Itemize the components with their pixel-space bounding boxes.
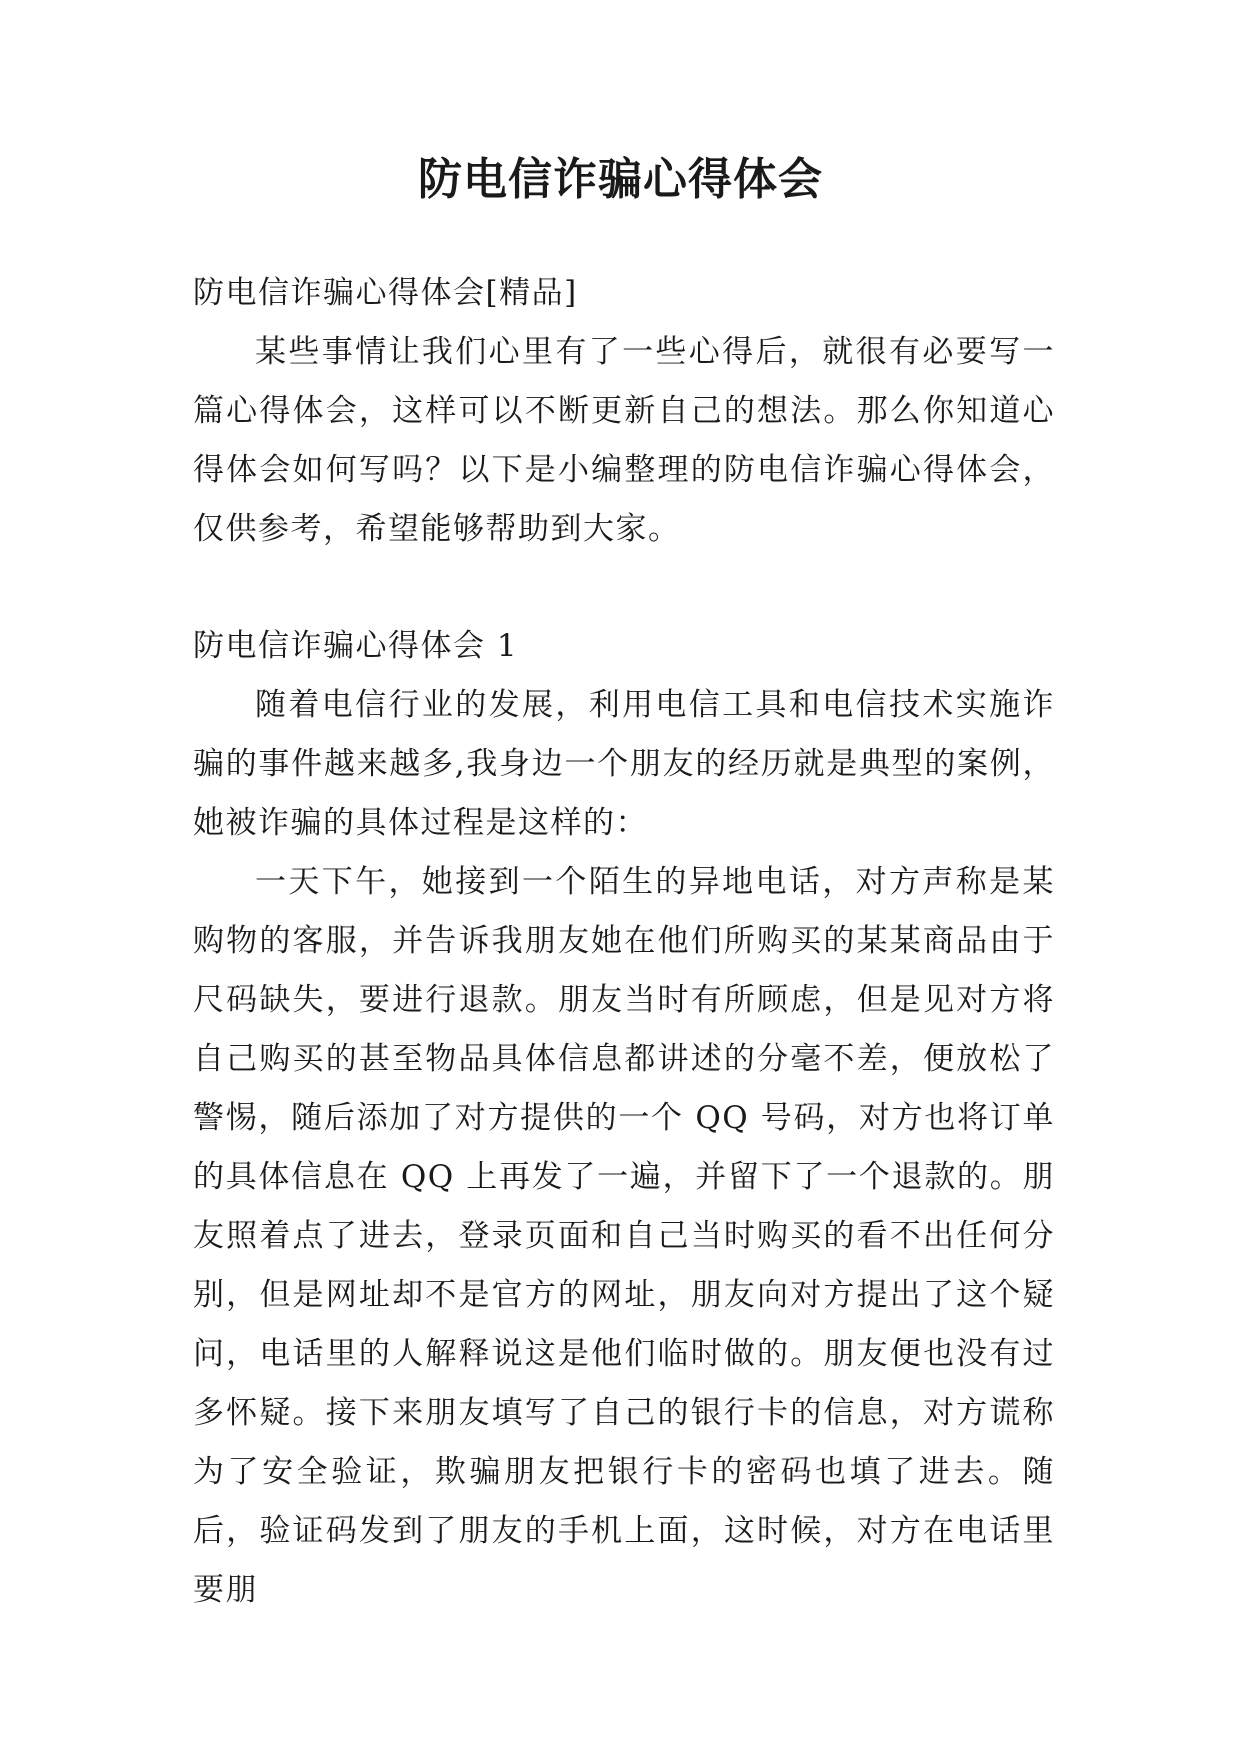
- intro-heading: 防电信诈骗心得体会[精品]: [193, 275, 578, 311]
- document-title: 防电信诈骗心得体会: [418, 154, 823, 205]
- section1-paragraph-1: 随着电信行业的发展，利用电信工具和电信技术实施诈骗的事件越来越多,我身边一个朋友的经历就是典型的案例，她被诈骗的具体过程是这样的：: [193, 687, 1055, 841]
- section-spacer: [193, 559, 1055, 617]
- section1-heading: 防电信诈骗心得体会 1: [193, 628, 519, 664]
- document-body: [193, 264, 1055, 1620]
- intro-paragraph: 某些事情让我们心里有了一些心得后，就很有必要写一篇心得体会，这样可以不断更新自己的想法。那么你知道心得体会如何写吗？以下是小编整理的防电信诈骗心得体会，仅供参考，希望能够帮助到大家。: [193, 334, 1055, 547]
- section1-paragraph-2: 一天下午，她接到一个陌生的异地电话，对方声称是某购物的客服，并告诉我朋友她在他们所购买的某某商品由于尺码缺失，要进行退款。朋友当时有所顾虑，但是见对方将自己购买的甚至物品具体信息都讲述的分毫不差，便放松了警惕，随后添加了对方提供的一个 QQ 号码，对方也将订单的具体信息在 QQ 上再发了一遍，并留下了一个退款的。朋友照着点了进去，登录页面和自己当时购买的看不出任何分别，但是网址却不是官方的网址，朋友向对方提出了这个疑问，电话里的人解释说这是他们临时做的。朋友便也没有过多怀疑。接下来朋友填写了自己的银行卡的信息，对方谎称为了安全验证，欺骗朋友把银行卡的密码也填了进去。随后，验证码发到了朋友的手机上面，这时候，对方在电话里要朋: [193, 864, 1055, 1608]
